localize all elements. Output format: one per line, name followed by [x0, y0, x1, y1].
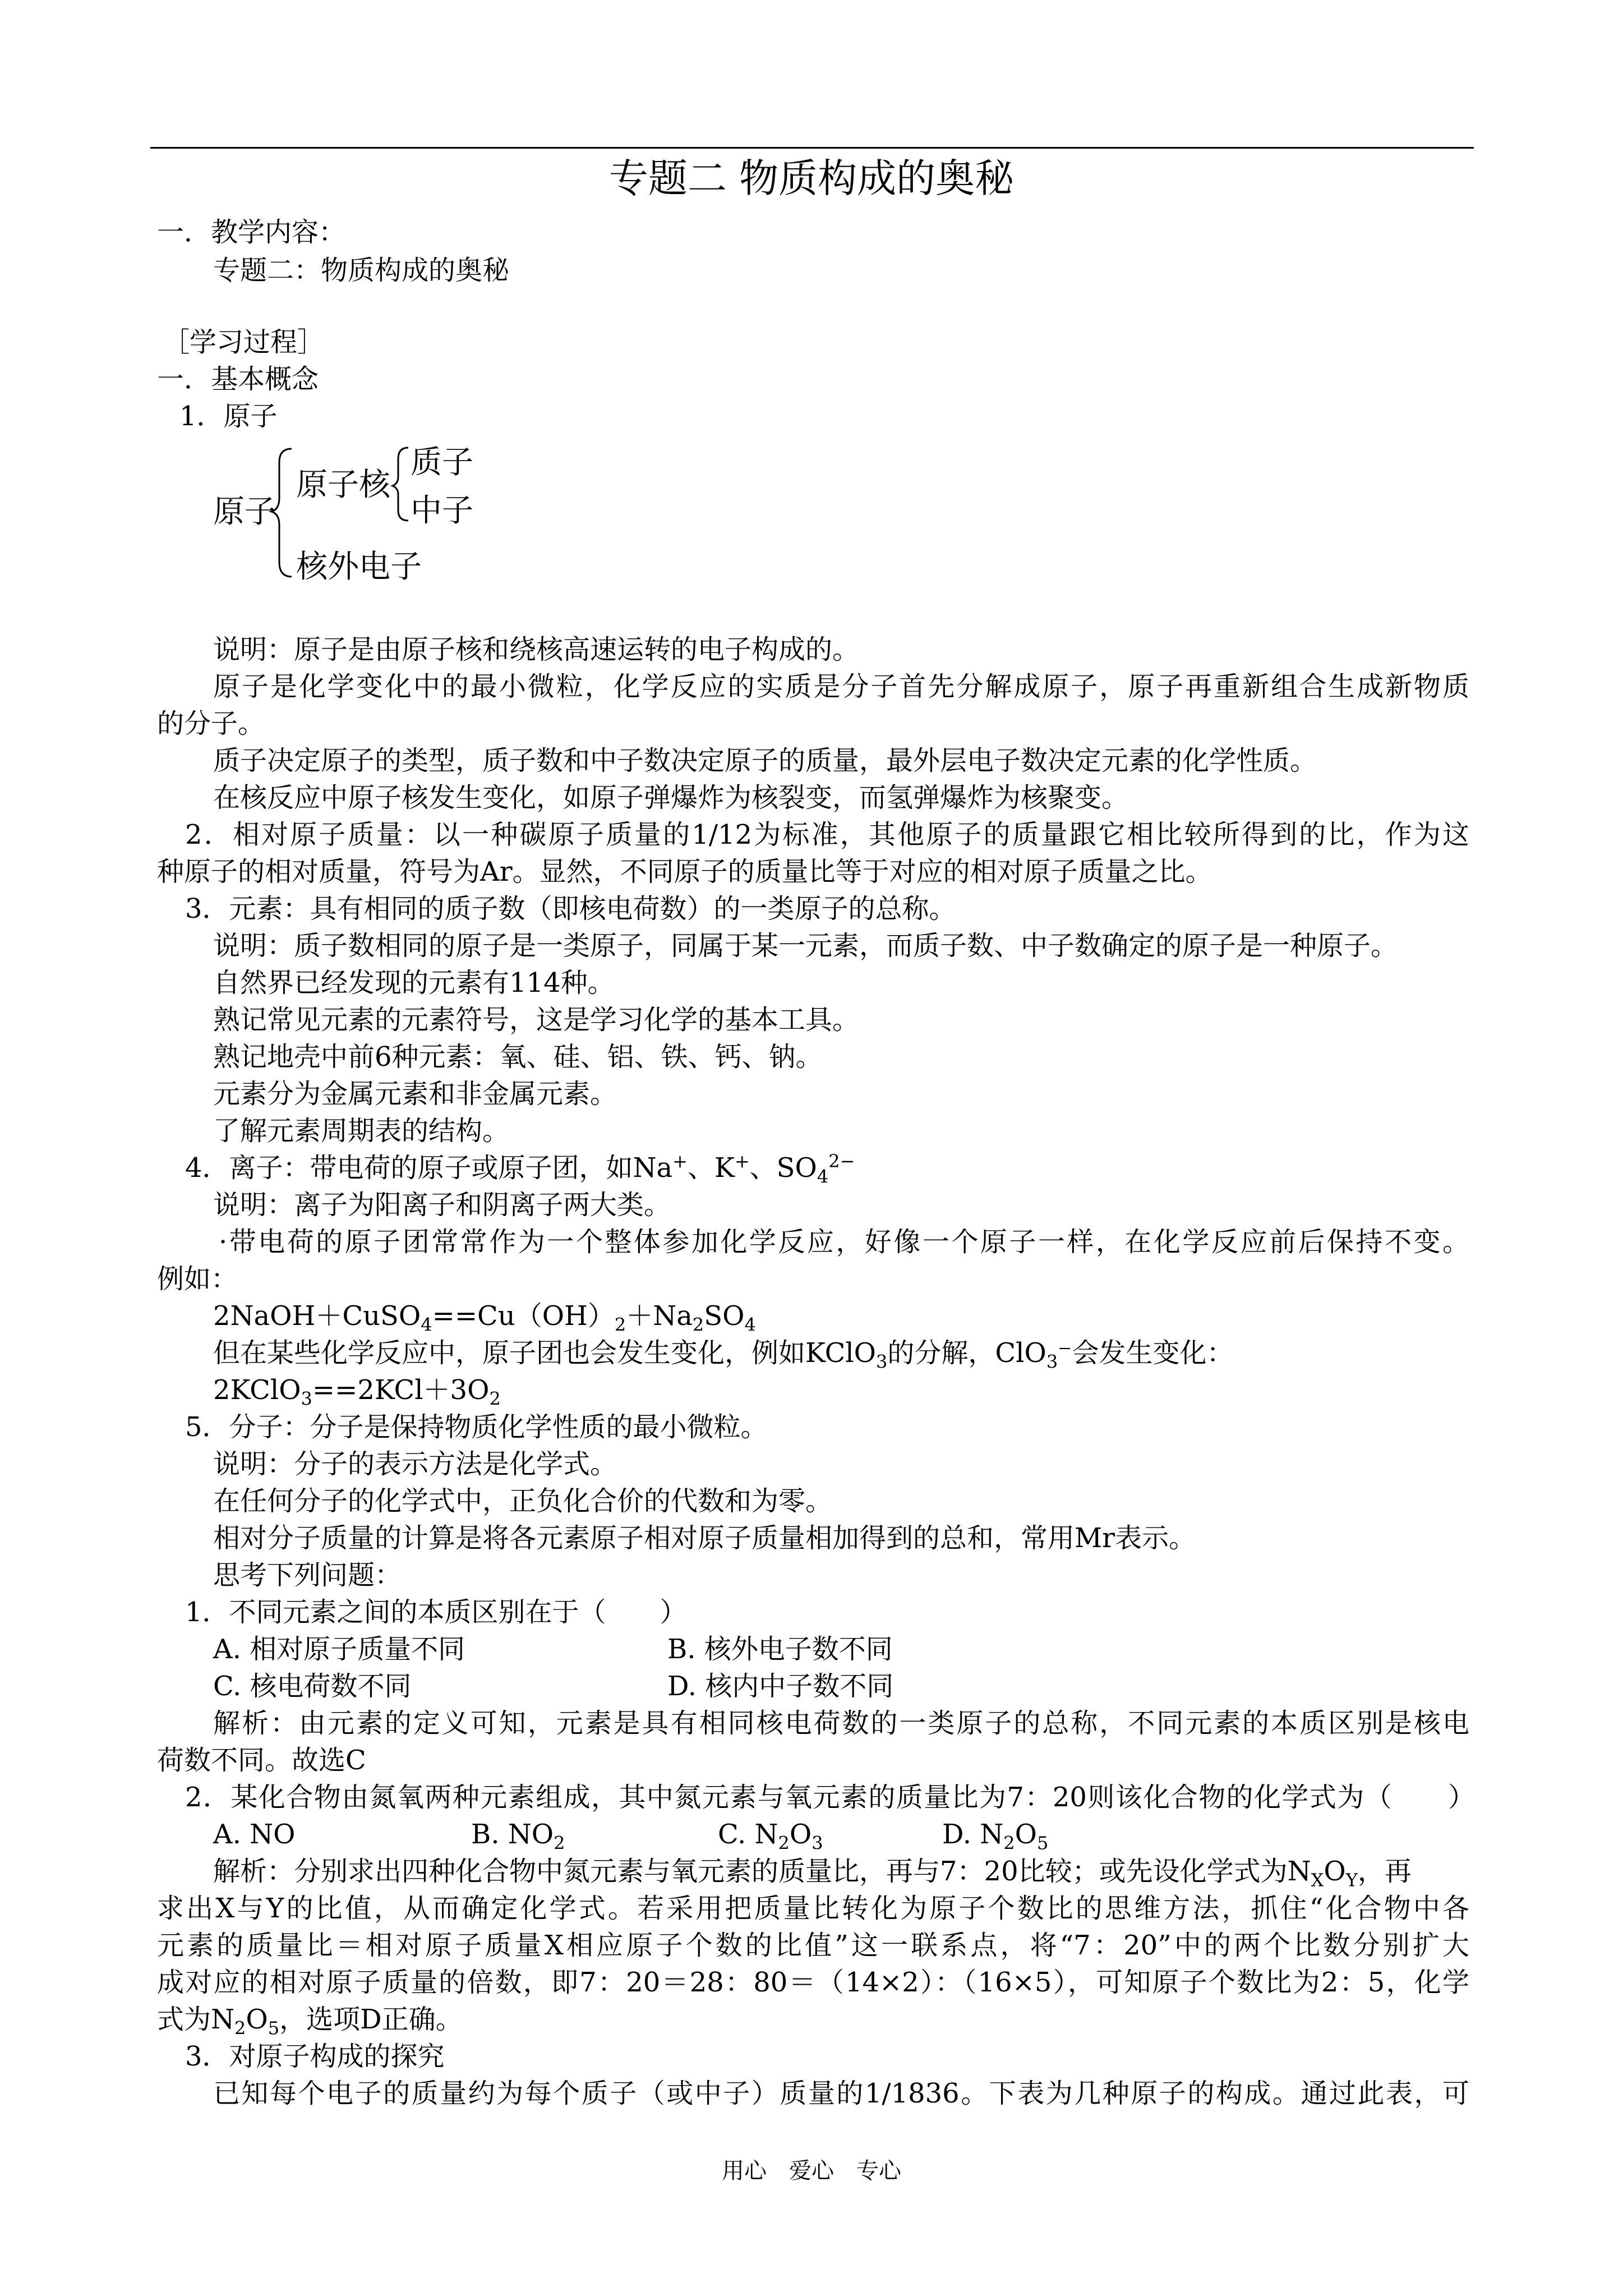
answer-text: 解析：由元素的定义可知，元素是具有相同核电荷数的一类原子的总称，不同元素的本质区别是核电 [213, 1708, 1469, 1739]
section-text: 专题二：物质构成的奥秘 [213, 255, 510, 286]
paragraph-line: 自然界已经发现的元素有114种。 [213, 967, 615, 999]
subsection-heading: 3．对原子构成的探究 [185, 2041, 445, 2072]
subsection-heading: 1．原子 [179, 401, 278, 432]
paragraph-line: 质子决定原子的类型，质子数和中子数决定原子的质量，最外层电子数决定元素的化学性质。 [213, 745, 1317, 776]
answer-text: 成对应的相对原子质量的倍数，即7：20＝28：80＝（14×2）：（16×5），可知原子个数比为2：5，化学 [157, 1967, 1469, 1998]
paragraph-line: 熟记地壳中前6种元素：氧、硅、铝、铁、钙、钠。 [213, 1041, 823, 1073]
proton-label: 质子 [411, 444, 473, 481]
paragraph-line: 在核反应中原子核发生变化，如原子弹爆炸为核裂变，而氢弹爆炸为核聚变。 [213, 782, 1129, 813]
answer-text: 求出X与Y的比值，从而确定化学式。若采用把质量比转化为原子个数比的思维方法，抓住“化合物中各 [157, 1893, 1469, 1924]
paragraph-line: 的分子。 [157, 708, 265, 739]
paragraph-line: 但在某些化学反应中，原子团也会发生变化，例如KClO$_3$的分解，ClO$_3$⁻会发生变化： [213, 1337, 1234, 1373]
choice-a: A. 相对原子质量不同 [213, 1634, 465, 1665]
page-footer: 用心 爱心 专心 [722, 2158, 901, 2184]
paragraph-line: 例如： [157, 1263, 238, 1295]
paragraph-line: 种原子的相对质量，符号为Ar。显然，不同原子的质量比等于对应的相对原子质量之比。 [157, 856, 1212, 887]
page-title: 专题二 物质构成的奥秘 [608, 155, 1015, 201]
choice-a: A. NO [213, 1819, 296, 1850]
paragraph-line: 说明：原子是由原子核和绕核高速运转的电子构成的。 [213, 634, 860, 665]
choice-d: D. 核内中子数不同 [667, 1671, 894, 1702]
section-heading: 一．教学内容： [157, 217, 346, 248]
paragraph-line: 原子是化学变化中的最小微粒，化学反应的实质是分子首先分解成原子，原子再重新组合生成新物质 [213, 671, 1469, 702]
nucleus-label: 原子核 [296, 467, 390, 503]
choice-c: C. 核电荷数不同 [213, 1671, 412, 1702]
question-text: 1．不同元素之间的本质区别在于（ ） [185, 1596, 687, 1628]
section-heading: 一．基本概念 [157, 364, 319, 395]
paragraph-line: 3．元素：具有相同的质子数（即核电荷数）的一类原子的总称。 [185, 893, 956, 924]
electron-label: 核外电子 [296, 549, 422, 585]
paragraph-line: 4．离子：带电荷的原子或原子团，如Na+、K+、$SO_4^{2-}$ [185, 1151, 855, 1188]
paragraph-line: 相对分子质量的计算是将各元素原子相对原子质量相加得到的总和，常用Mr表示。 [213, 1522, 1196, 1554]
choice-c: C. $N_2O_3$ [718, 1819, 823, 1854]
answer-text: 元素的质量比＝相对原子质量X相应原子个数的比值”这一联系点，将“7：20”中的两个比数分别扩大 [157, 1930, 1469, 1961]
paragraph-line: 说明：质子数相同的原子是一类原子，同属于某一元素，而质子数、中子数确定的原子是一种原子。 [213, 930, 1398, 961]
chemical-equation: $2NaOH+CuSO_4==Cu(OH)_2+Na_2SO_4$ [213, 1300, 756, 1336]
atom-structure-diagram [213, 438, 505, 595]
paragraph-line: 思考下列问题： [213, 1559, 402, 1591]
chemical-equation: $2KClO_3==2KCl+3O_2$ [213, 1374, 501, 1410]
paragraph-line: 了解元素周期表的结构。 [213, 1115, 510, 1147]
paragraph-line: 说明：离子为阳离子和阴离子两大类。 [213, 1189, 671, 1221]
atom-label: 原子 [213, 494, 276, 530]
answer-text: 解析：分别求出四种化合物中氮元素与氧元素的质量比，再与7：20比较；或先设化学式为$N_XO_Y$，再 [213, 1856, 1412, 1891]
paragraph-line: 已知每个电子的质量约为每个质子（或中子）质量的1/1836。下表为几种原子的构成。通过此表，可 [213, 2078, 1469, 2109]
choice-d: D. $N_2O_5$ [942, 1819, 1049, 1854]
paragraph-line: ·带电荷的原子团常常作为一个整体参加化学反应，好像一个原子一样，在化学反应前后保持不变。 [219, 1226, 1469, 1258]
paragraph-line: 说明：分子的表示方法是化学式。 [213, 1448, 617, 1480]
header-rule [150, 147, 1474, 149]
paragraph-line: 2．相对原子质量：以一种碳原子质量的1/12为标准，其他原子的质量跟它相比较所得到的比，作为这 [185, 819, 1469, 850]
answer-text: 式为$N_2O_5$，选项D正确。 [157, 2004, 463, 2039]
paragraph-line: 5．分子：分子是保持物质化学性质的最小微粒。 [185, 1411, 768, 1443]
paragraph-line: 在任何分子的化学式中，正负化合价的代数和为零。 [213, 1485, 833, 1517]
question-text: 2．某化合物由氮氧两种元素组成，其中氮元素与氧元素的质量比为7：20则该化合物的化学式为（ ） [185, 1782, 1475, 1813]
answer-text: 荷数不同。故选C [157, 1745, 366, 1776]
choice-b: B. 核外电子数不同 [667, 1634, 893, 1665]
paragraph-line: 元素分为金属元素和非金属元素。 [213, 1078, 617, 1110]
paragraph-line: 熟记常见元素的元素符号，这是学习化学的基本工具。 [213, 1004, 860, 1036]
choice-b: B. $NO_2$ [471, 1819, 565, 1854]
section-heading: ［学习过程］ [163, 326, 325, 358]
neutron-label: 中子 [411, 493, 473, 529]
